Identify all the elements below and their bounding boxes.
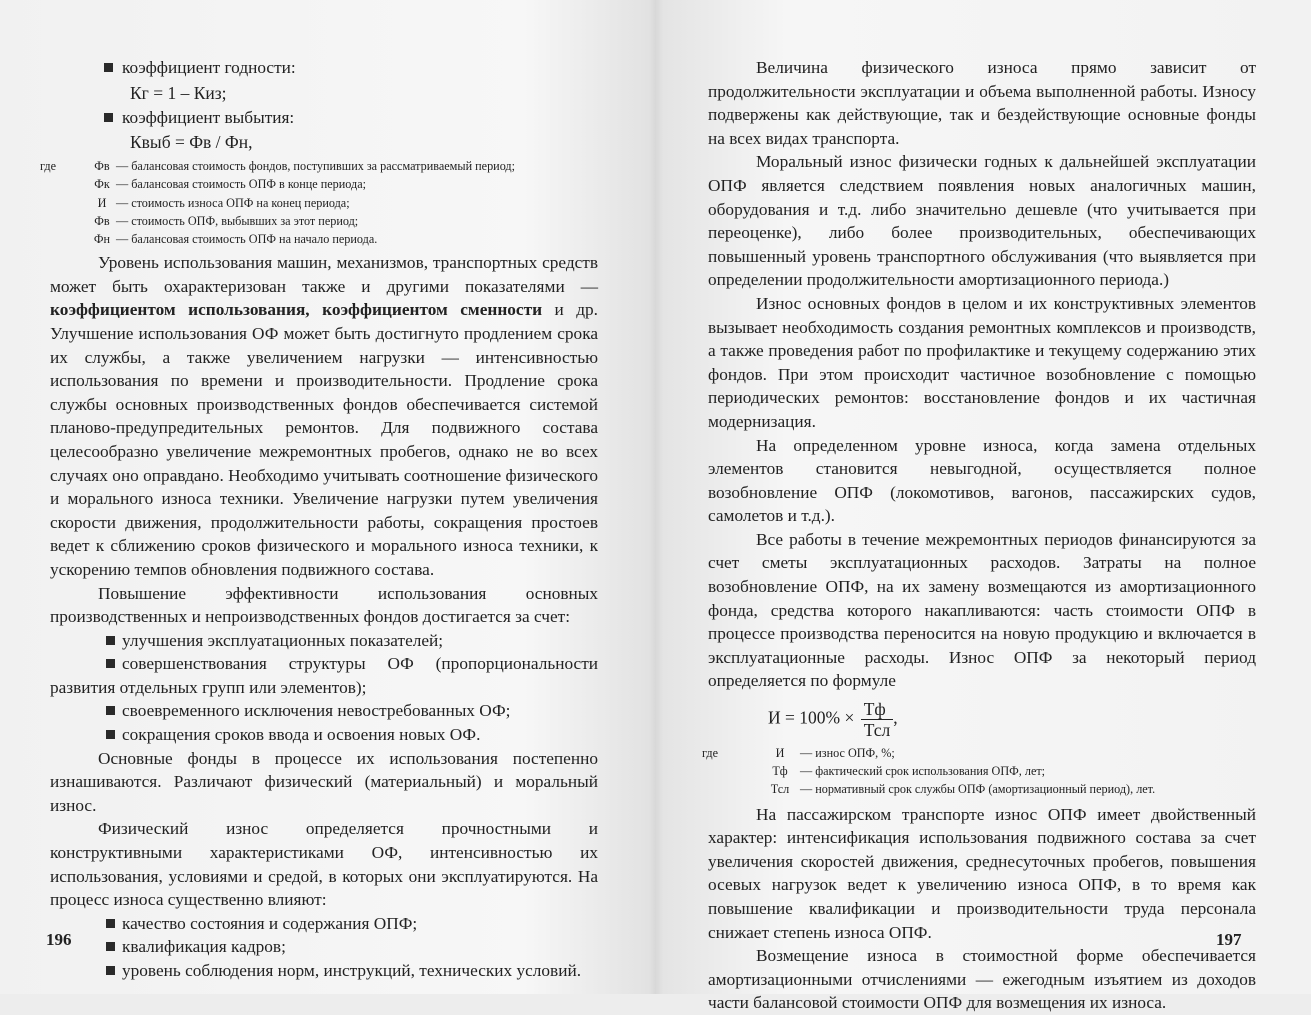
definition-symbol: Фк [94, 177, 110, 192]
definition-symbol: Фн [93, 232, 111, 246]
list-item: уровень соблюдения норм, инструкций, технических условий. [50, 959, 598, 983]
page-number-right: 197 [1216, 930, 1242, 949]
definition-symbol: Фв [94, 159, 110, 174]
definition-row [40, 157, 598, 175]
definition-text: — фактический срок использования ОПФ, лет; [800, 764, 1046, 779]
definition-row [702, 780, 1256, 798]
bullet-item: коэффициент выбытия: [50, 106, 598, 130]
definition-row [702, 762, 1256, 780]
paragraph-text: и др. Улучшение использования ОФ может быть достигнуто продлением срока их службы, а также увеличением нагрузки — интенсивностью использования по времени и производительности. Продление срока службы основных производственных фондов обеспечивается системой планово-предупредительных ремонтов. Для подвижного состава целесообразно увеличение межремонтных пробегов, однако не во всех случаях оно оправдано. Необходимо учитывать соотношение физического и морального износа техники. Увеличение нагрузки путем увеличения скорости движения, продолжительности работы, сокращения простоев ведет к сближению сроков физического и морального износа техники, к ускорению темпов обновления подвижного состава. [50, 300, 599, 579]
list-item: сокращения сроков ввода и освоения новых ОФ. [50, 723, 598, 747]
formula-wear [708, 699, 1256, 740]
paragraph: Величина физического износа прямо зависит от продолжительности эксплуатации и объема выполненной работы. Износу подвержены как действующие, так и бездействующие основные фонды на всех видах транспорта. [708, 58, 1256, 148]
definition-row [40, 194, 598, 212]
paragraph [50, 251, 598, 581]
paragraph: Возмещение износа в стоимостной форме обеспечивается амортизационными отчислениями — ежегодным изъятием из доходов части балансовой стоимости ОПФ для возмещения их износа. [708, 946, 1256, 1013]
paragraph: Повышение эффективности использования основных производственных и непроизводственных фондов достигается за счет: [50, 583, 598, 627]
definition-row [40, 212, 598, 230]
where-label: где [40, 159, 57, 174]
definition-text: — износ ОПФ, %; [800, 746, 895, 761]
formula-denominator: Тсл [863, 720, 891, 741]
paragraph: На пассажирском транспорте износ ОПФ имеет двойственный характер: интенсификация использования подвижного состава за счет увеличения скоростей движения, среднесуточных пробегов, повышения осевых нагрузок ведет к увеличению износа ОПФ, в то время как повышение квалификации и производительности труда персонала снижает степень износа ОПФ. [708, 804, 1256, 942]
formula-lhs: И = 100% × [768, 707, 855, 728]
definition-row [40, 175, 598, 193]
where-label: где [702, 746, 719, 761]
definitions-list [40, 157, 598, 248]
bold-terms: коэффициентом использования, коэффициентом сменности [50, 300, 543, 320]
list-item: квалификация кадров; [50, 935, 598, 959]
definition-symbol: И [775, 746, 785, 761]
list-item [50, 652, 598, 699]
list-item-text: совершенствования структуры ОФ (пропорциональности развития отдельных групп или элементов); [50, 654, 598, 697]
list-item: качество состояния и содержания ОПФ; [50, 912, 598, 936]
definition-text: — стоимость износа ОПФ на конец периода; [116, 195, 350, 210]
paragraph: Физический износ определяется прочностными и конструктивными характеристиками ОФ, интенсивностью их использования, условиями и средой, в которых они эксплуатируются. На процесс износа существенно влияют: [50, 819, 598, 910]
paragraph: Основные фонды в процессе их использования постепенно изнашиваются. Различают физический (материальный) и моральный износ. [50, 748, 598, 815]
definition-symbol: Тф [772, 764, 788, 779]
bullet-item: коэффициент годности: [50, 56, 598, 80]
formula-numerator: Тф [861, 699, 894, 720]
definition-row [702, 744, 1256, 762]
page-number-left: 196 [46, 930, 72, 949]
formula-tail: , [893, 707, 898, 728]
definition-text: — стоимость ОПФ, выбывших за этот период; [116, 213, 359, 228]
definition-text: — нормативный срок службы ОПФ (амортизационный период), лет. [800, 782, 1156, 797]
definition-text: — балансовая стоимость фондов, поступивших за рассматриваемый период; [116, 159, 516, 174]
definition-row [40, 230, 598, 248]
paragraph: На определенном уровне износа, когда замена отдельных элементов становится невыгодной, осуществляется полное возобновление ОПФ (локомотивов, вагонов, пассажирских судов, самолетов и т.д.). [708, 435, 1256, 526]
paragraph: Все работы в течение межремонтных периодов финансируются за счет сметы эксплуатационных расходов. Затраты на полное возобновление ОПФ, на их замену возмещаются из амортизационного фонда, средства которого накапливаются: часть стоимости ОПФ в процессе производства переносится на новую продукцию и включается в эксплуатационные расходы. Износ ОПФ за некоторый период определяется по формуле [708, 529, 1256, 691]
list-item: улучшения эксплуатационных показателей; [50, 629, 598, 653]
definition-text: — балансовая стоимость ОПФ на начало периода. [116, 232, 378, 246]
formula-retirement: Квыб = Фв / Фн, [130, 132, 253, 153]
right-page [702, 56, 1256, 1015]
formula-suitability: Кг = 1 – Киз; [130, 82, 227, 103]
definitions-list [702, 744, 1256, 799]
definition-symbol: Тсл [770, 782, 790, 797]
definition-symbol: Фв [94, 213, 110, 228]
list-item: своевременного исключения невостребованных ОФ; [50, 699, 598, 723]
formula-fraction [861, 699, 894, 740]
paragraph-text: Уровень использования машин, механизмов, транспортных средств может быть охарактеризован также и другими показателями — [50, 253, 598, 296]
definition-text: — балансовая стоимость ОПФ в конце периода; [116, 177, 367, 192]
paragraph: Износ основных фондов в целом и их конструктивных элементов вызывает необходимость создания ремонтных комплексов и производств, а также проведения работ по профилактике и текущему содержанию этих фондов. При этом происходит частичное возобновление с помощью периодических ремонтов: восстановление фондов и их частичная модернизация. [708, 293, 1256, 431]
left-page [40, 56, 599, 983]
paragraph: Моральный износ физически годных к дальнейшей эксплуатации ОПФ является следствием появления новых аналогичных машин, оборудования и т.д. либо значительно дешевле (что учитывается при переоценке), либо более производительных, обеспечивающих повышенный уровень транспортного обслуживания (что выявляется при определении продолжительности амортизационного периода.) [708, 152, 1256, 290]
definition-symbol: И [97, 195, 107, 210]
